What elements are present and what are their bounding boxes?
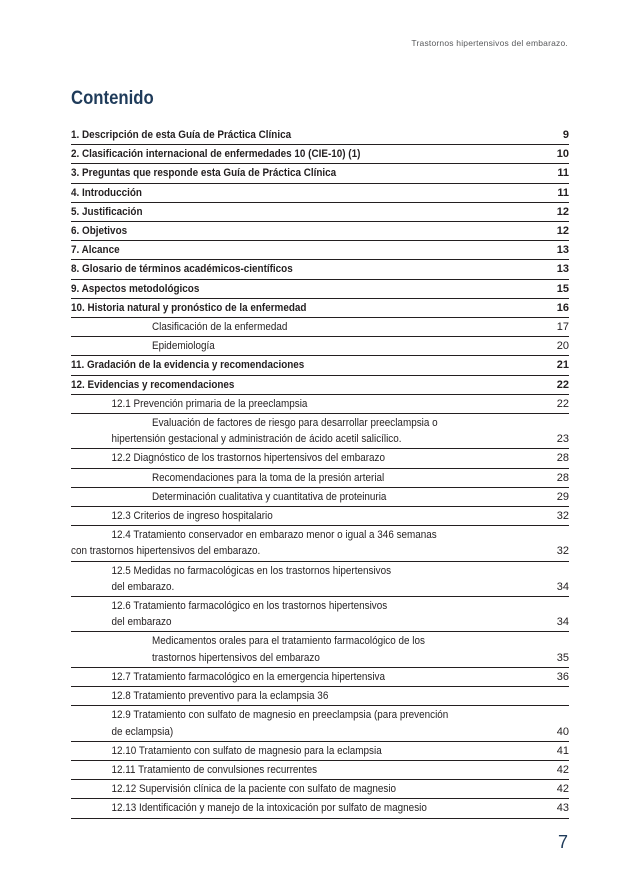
toc-subentry[interactable]	[71, 337, 569, 356]
toc-entry-title: 12.1 Prevención primaria de la preeclampsia	[111, 397, 308, 410]
toc-entry-title: 3. Preguntas que responde esta Guía de Práctica Clínica	[71, 167, 337, 180]
toc-entry-title: 5. Justificación	[71, 205, 143, 218]
running-header: Trastornos hipertensivos del embarazo.	[411, 38, 568, 48]
toc-subentry[interactable]	[71, 318, 569, 337]
toc-entry[interactable]	[71, 241, 569, 260]
toc-entry-page: 21	[556, 359, 569, 372]
toc-entry-page: 28	[556, 471, 569, 484]
page-title: Contenido	[71, 88, 154, 109]
toc-entry-page: 15	[556, 282, 569, 295]
toc-entry-line: 12.5 Medidas no farmacológicas en los trastornos hipertensivos	[111, 564, 392, 577]
toc-entry-title: 12.7 Tratamiento farmacológico en la emergencia hipertensiva	[111, 670, 386, 683]
toc-entry-page: 34	[556, 580, 569, 593]
toc-entry-title: 10. Historia natural y pronóstico de la enfermedad	[71, 301, 307, 314]
toc-entry-title: 12.3 Criterios de ingreso hospitalario	[111, 510, 273, 523]
toc-entry-title	[71, 633, 519, 665]
toc-entry-page: 13	[556, 263, 569, 276]
toc-subentry[interactable]	[71, 488, 569, 507]
toc-entry-line: de eclampsia)	[111, 725, 174, 738]
toc-entry-title: 9. Aspectos metodológicos	[71, 282, 200, 295]
toc-entry-title: 12.8 Tratamiento preventivo para la eclampsia 36	[111, 690, 329, 703]
toc-entry-page: 16	[556, 301, 569, 314]
toc-subentry[interactable]	[71, 761, 569, 780]
toc-entry-page: 17	[556, 321, 569, 334]
toc-subentry[interactable]	[71, 780, 569, 799]
toc-subentry[interactable]	[71, 562, 569, 597]
toc-entry-title: 6. Objetivos	[71, 225, 128, 238]
toc-entry-title: 12.12 Supervisión clínica de la paciente con sulfato de magnesio	[111, 783, 397, 796]
toc-entry-line: 12.9 Tratamiento con sulfato de magnesio en preeclampsia (para prevención	[111, 709, 449, 722]
toc-entry[interactable]	[71, 145, 569, 164]
toc-entry-title: 4. Introducción	[71, 186, 142, 199]
toc-subentry[interactable]	[71, 469, 569, 488]
toc-entry[interactable]	[71, 222, 569, 241]
toc-entry-title: 12.13 Identificación y manejo de la intoxicación por sulfato de magnesio	[111, 802, 427, 815]
toc-entry-page: 22	[556, 397, 569, 410]
toc-entry[interactable]	[71, 126, 569, 145]
toc-entry-page: 9	[562, 129, 569, 141]
toc-entry-page: 12	[556, 225, 569, 238]
toc-entry-line: 12.4 Tratamiento conservador en embarazo menor o igual a 346 semanas	[111, 529, 437, 542]
toc-subentry[interactable]	[71, 799, 569, 818]
toc-entry-title: 8. Glosario de términos académicos-científicos	[71, 263, 293, 276]
toc-entry-page: 32	[556, 510, 569, 523]
table-of-contents	[71, 126, 569, 819]
toc-entry[interactable]	[71, 203, 569, 222]
toc-entry-title: Recomendaciones para la toma de la presión arterial	[152, 471, 385, 484]
toc-subentry[interactable]	[71, 597, 569, 632]
toc-entry-line: con trastornos hipertensivos del embarazo.	[71, 545, 261, 558]
toc-entry-title: 7. Alcance	[71, 244, 120, 257]
toc-entry-title: Clasificación de la enfermedad	[152, 321, 288, 334]
toc-subentry[interactable]	[71, 668, 569, 687]
toc-entry-line: 12.6 Tratamiento farmacológico en los trastornos hipertensivos	[111, 600, 388, 613]
toc-entry-page: 42	[556, 783, 569, 796]
toc-entry-title: Epidemiología	[152, 340, 215, 353]
toc-entry-line: del embarazo	[111, 616, 172, 629]
toc-entry-title	[71, 707, 519, 739]
toc-entry-title: 12.10 Tratamiento con sulfato de magnesio para la eclampsia	[111, 744, 382, 757]
toc-entry-page: 13	[556, 244, 569, 257]
toc-subentry[interactable]	[71, 526, 569, 561]
toc-subentry[interactable]	[71, 706, 569, 741]
toc-subentry[interactable]	[71, 687, 569, 706]
toc-subentry[interactable]	[71, 742, 569, 761]
toc-entry-title: 1. Descripción de esta Guía de Práctica Clínica	[71, 129, 292, 141]
toc-entry-title: 12. Evidencias y recomendaciones	[71, 378, 235, 391]
toc-entry-line: trastornos hipertensivos del embarazo	[152, 651, 320, 664]
toc-entry-page: 22	[556, 378, 569, 391]
toc-entry-title: 11. Gradación de la evidencia y recomendaciones	[71, 359, 305, 372]
toc-entry-line: Evaluación de factores de riesgo para desarrollar preeclampsia o	[152, 417, 438, 430]
toc-entry-page: 20	[556, 340, 569, 353]
toc-entry-page: 29	[556, 490, 569, 503]
toc-subentry[interactable]	[71, 507, 569, 526]
toc-entry[interactable]	[71, 184, 569, 203]
toc-entry-page: 36	[556, 670, 569, 683]
toc-entry-page: 35	[556, 651, 569, 664]
toc-entry-page: 32	[556, 545, 569, 558]
toc-entry-title	[71, 598, 519, 630]
toc-entry-title: 12.11 Tratamiento de convulsiones recurrentes	[111, 763, 318, 776]
toc-entry[interactable]	[71, 260, 569, 279]
toc-entry-title	[71, 527, 519, 559]
toc-entry-page: 34	[556, 616, 569, 629]
toc-entry[interactable]	[71, 376, 569, 395]
toc-entry-title	[71, 563, 519, 595]
toc-entry[interactable]	[71, 164, 569, 183]
toc-entry-title: 2. Clasificación internacional de enfermedades 10 (CIE-10) (1)	[71, 148, 361, 161]
toc-entry-page: 28	[556, 452, 569, 465]
toc-subentry[interactable]	[71, 449, 569, 468]
toc-entry[interactable]	[71, 299, 569, 318]
toc-entry-line: del embarazo.	[111, 580, 175, 593]
toc-entry-page: 42	[556, 763, 569, 776]
toc-entry-page: 11	[557, 186, 569, 199]
page-number: 7	[557, 832, 568, 852]
toc-entry-page: 11	[557, 167, 569, 180]
toc-subentry[interactable]	[71, 414, 569, 449]
toc-entry-title	[71, 415, 519, 447]
toc-subentry[interactable]	[71, 395, 569, 414]
toc-entry-page: 12	[556, 205, 569, 218]
toc-entry-page: 40	[556, 725, 569, 738]
toc-entry-title: Determinación cualitativa y cuantitativa de proteinuria	[152, 490, 387, 503]
toc-entry-line: hipertensión gestacional y administración de ácido acetil salicílico.	[111, 433, 402, 446]
toc-entry[interactable]	[71, 280, 569, 299]
toc-entry-page: 41	[556, 744, 569, 757]
toc-entry-page: 23	[556, 433, 569, 446]
toc-entry-page: 43	[556, 802, 569, 815]
toc-entry[interactable]	[71, 356, 569, 375]
toc-entry-page: 10	[556, 148, 569, 161]
toc-entry-line: Medicamentos orales para el tratamiento farmacológico de los	[152, 635, 425, 648]
toc-entry-title: 12.2 Diagnóstico de los trastornos hipertensivos del embarazo	[111, 452, 386, 465]
toc-subentry[interactable]	[71, 632, 569, 667]
